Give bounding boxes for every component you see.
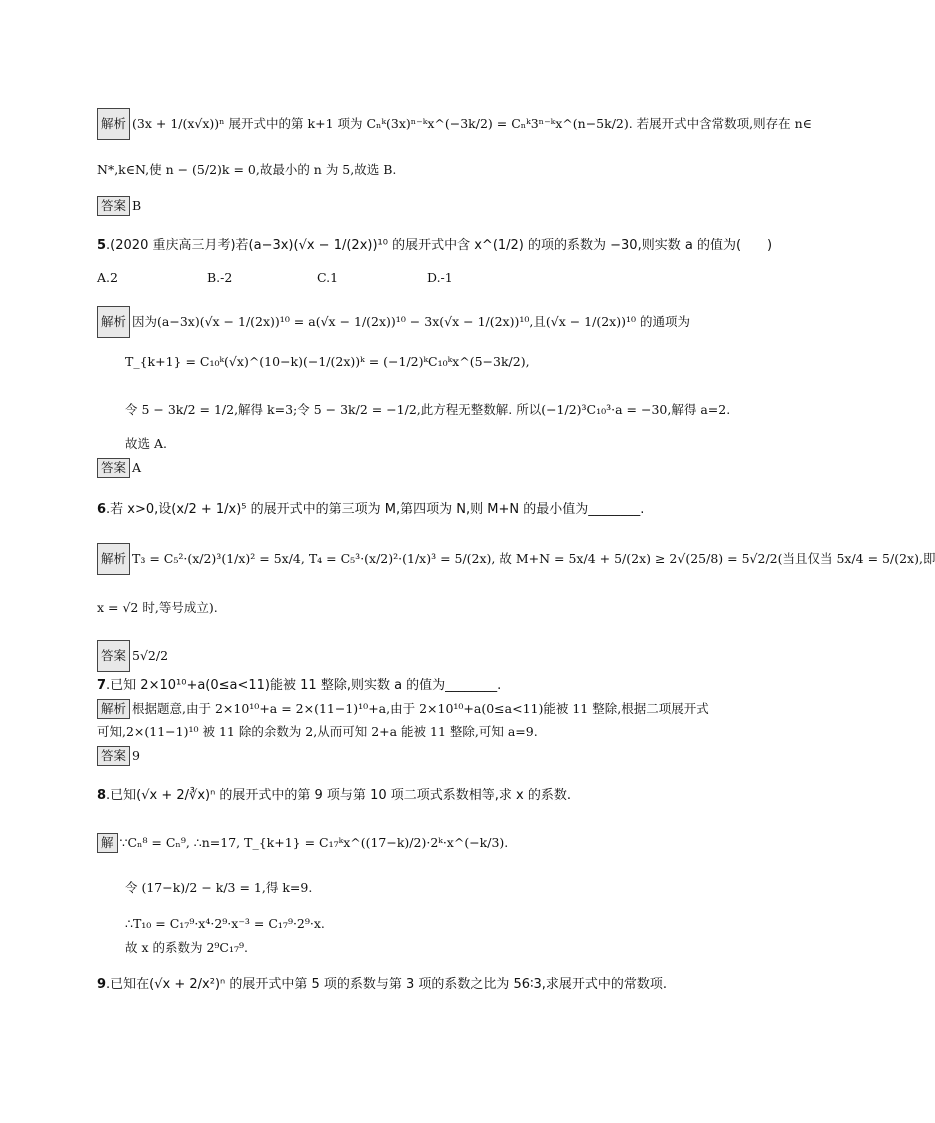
solution-step [125,434,794,454]
explanation-text: 因为(a−3x)(√x − 1/(2x))¹⁰ = a(√x − 1/(2x))¹⁰ − 3x(√x − 1/(2x))¹⁰,且(√x − 1/(2x))¹⁰ 的通项为 [132,314,690,329]
question-number: 7 [97,678,107,693]
explanation-tag: 解析 [97,543,130,575]
answer-tag: 答案 [97,196,130,216]
answer-value: 5√2/2 [132,648,169,663]
option-item: C.1 [317,270,339,285]
answer-value: B [132,198,142,213]
question-text: .已知(√x + 2/∛x)ⁿ 的展开式中的第 9 项与第 10 项二项式系数相等,求 x 的系数. [106,788,571,803]
solution-step [125,400,794,420]
explanation-line [97,108,812,140]
solution-text: 令 (17−k)/2 − k/3 = 1,得 k=9. [125,880,313,895]
continuation-text: 可知,2×(11−1)¹⁰ 被 11 除的余数为 2,从而可知 2+a 能被 11 整除,可知 a=9. [97,724,538,739]
solution-text: T_{k+1} = C₁₀ᵏ(√x)^(10−k)(−1/(2x))ᵏ = (−1/2)ᵏC₁₀ᵏx^(5−3k/2), [125,354,530,369]
option-item: D.-1 [427,270,453,285]
solution-step [125,352,794,372]
answer-value: A [132,460,142,475]
answer-tag: 答案 [97,746,130,766]
question-text: .(2020 重庆高三月考)若(a−3x)(√x − 1/(2x))¹⁰ 的展开式中含 x^(1/2) 的项的系数为 −30,则实数 a 的值为( ) [106,238,773,253]
question-number: 5 [97,238,107,253]
question-9 [97,975,794,995]
answer-line [97,458,794,478]
explanation-tag: 解 [97,833,118,853]
continuation-line [97,160,794,180]
question-6 [97,500,794,520]
solution-text: 故 x 的系数为 2⁹C₁₇⁹. [125,940,249,955]
solution-step [125,878,794,898]
question-number: 8 [97,788,107,803]
answer-value: 9 [132,748,140,763]
explanation-text: (3x + 1/(x√x))ⁿ 展开式中的第 k+1 项为 Cₙᵏ(3x)ⁿ⁻ᵏx^(−3k/2) = Cₙᵏ3ⁿ⁻ᵏx^(n−5k/2). 若展开式中含常数项,则存在 n∈ [132,116,812,131]
question-8 [97,786,794,806]
explanation-text: ∵Cₙ⁸ = Cₙ⁹, ∴n=17, T_{k+1} = C₁₇ᵏx^((17−k)/2)·2ᵏ·x^(−k/3). [119,835,509,850]
solution-step [125,914,794,934]
explanation-text: 根据题意,由于 2×10¹⁰+a = 2×(11−1)¹⁰+a,由于 2×10¹⁰+a(0≤a<11)能被 11 整除,根据二项展开式 [132,701,709,716]
answer-line [97,196,794,216]
question-7 [97,676,794,696]
continuation-line [97,598,794,618]
solution-text: ∴T₁₀ = C₁₇⁹·x⁴·2⁹·x⁻³ = C₁₇⁹·2⁹·x. [125,916,325,931]
explanation-line [97,306,794,338]
option-item: B.-2 [207,270,233,285]
explanation-tag: 解析 [97,108,130,140]
solution-text: 故选 A. [125,436,167,451]
answer-line [97,746,794,766]
question-text: .若 x>0,设(x/2 + 1/x)⁵ 的展开式中的第三项为 M,第四项为 N,则 M+N 的最小值为________. [106,502,645,517]
continuation-text: N*,k∈N,使 n − (5/2)k = 0,故最小的 n 为 5,故选 B. [97,162,397,177]
question-number: 9 [97,977,107,992]
answer-tag: 答案 [97,640,130,672]
answer-tag: 答案 [97,458,130,478]
question-text: .已知 2×10¹⁰+a(0≤a<11)能被 11 整除,则实数 a 的值为________. [106,678,502,693]
question-number: 6 [97,502,107,517]
explanation-line [97,833,794,853]
continuation-line [97,722,794,742]
solution-step [125,938,794,958]
explanation-line [97,543,935,575]
explanation-tag: 解析 [97,699,130,719]
question-5 [97,236,794,256]
question-text: .已知在(√x + 2/x²)ⁿ 的展开式中第 5 项的系数与第 3 项的系数之比为 56∶3,求展开式中的常数项. [106,977,667,992]
explanation-line [97,699,794,719]
answer-line [97,640,794,672]
explanation-text: T₃ = C₅²·(x/2)³(1/x)² = 5x/4, T₄ = C₅³·(x/2)²·(1/x)³ = 5/(2x), 故 M+N = 5x/4 + 5/(2x) ≥ 2√(25/8) = 5√2/2(当且仅当 5x/4 = 5/(2x),即 [132,551,935,566]
explanation-tag: 解析 [97,306,130,338]
solution-text: 令 5 − 3k/2 = 1/2,解得 k=3;令 5 − 3k/2 = −1/2,此方程无整数解. 所以(−1/2)³C₁₀³·a = −30,解得 a=2. [125,402,731,417]
option-item: A.2 [97,270,118,285]
continuation-text: x = √2 时,等号成立). [97,600,218,615]
